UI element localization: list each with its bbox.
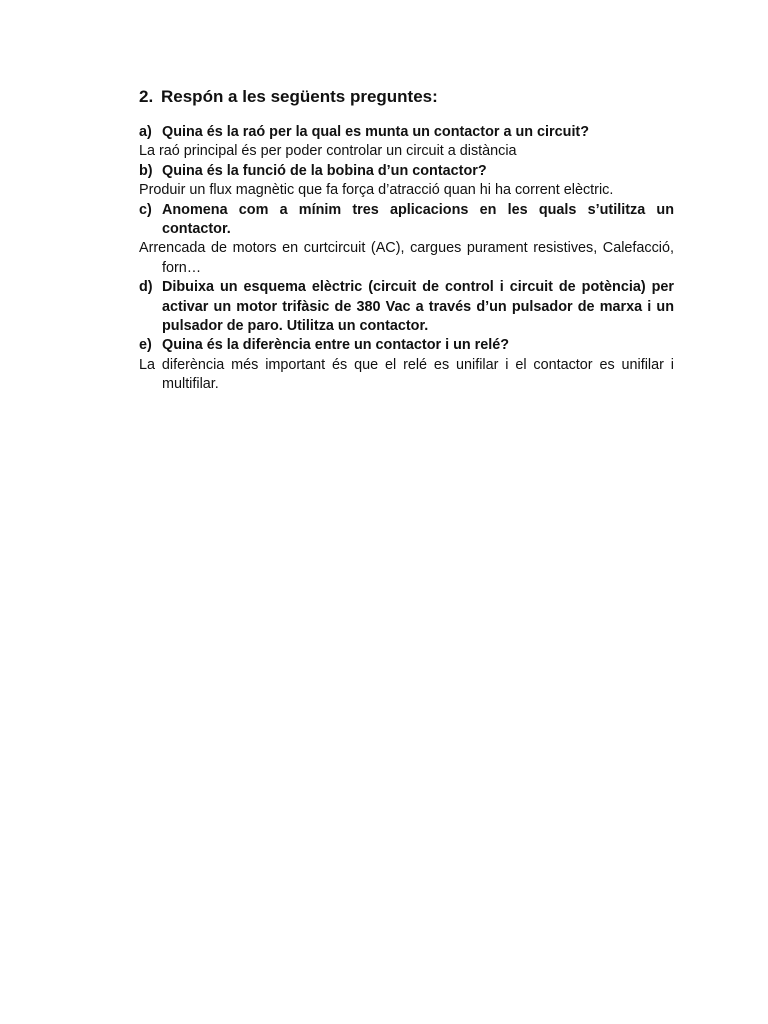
question-text: Quina és la funció de la bobina d’un contactor? (162, 162, 487, 179)
question-letter: a) (139, 124, 152, 140)
question-text: Quina és la raó per la qual es munta un contactor a un circuit? (162, 124, 590, 140)
question-text: Anomena com a mínim tres aplicacions en les quals s’utilitza un contactor. (162, 201, 674, 238)
question-b (139, 162, 674, 181)
answer-c: Arrencada de motors en curtcircuit (AC), cargues purament resistives, Calefacció, forn… (139, 240, 674, 276)
question-d (139, 278, 674, 336)
question-text: Quina és la diferència entre un contactor i un relé? (162, 337, 510, 354)
question-letter: b) (139, 162, 153, 179)
document-content (139, 86, 674, 395)
question-letter: d) (139, 279, 153, 296)
answer-b: Produir un flux magnètic que fa força d’atracció quan hi ha corrent elèctric. (139, 182, 614, 199)
answer-e: La diferència més important és que el relé es unifilar i el contactor es unifilar i multifilar. (139, 356, 674, 393)
question-text: Dibuixa un esquema elèctric (circuit de control i circuit de potència) per activar un motor trifàsic de 380 Vac a través d’un pulsador de marxa i un pulsador de paro. Utilitza un contactor. (162, 279, 674, 335)
question-letter: e) (139, 337, 152, 354)
section-number: 2. (139, 87, 154, 106)
question-c (139, 201, 674, 240)
question-e (139, 336, 674, 355)
section-heading (139, 86, 674, 108)
answer-a: La raó principal és per poder controlar un circuit a distància (139, 143, 517, 160)
section-title: Respón a les següents preguntes: (161, 87, 438, 106)
question-a (139, 123, 674, 142)
question-letter: c) (139, 201, 152, 218)
